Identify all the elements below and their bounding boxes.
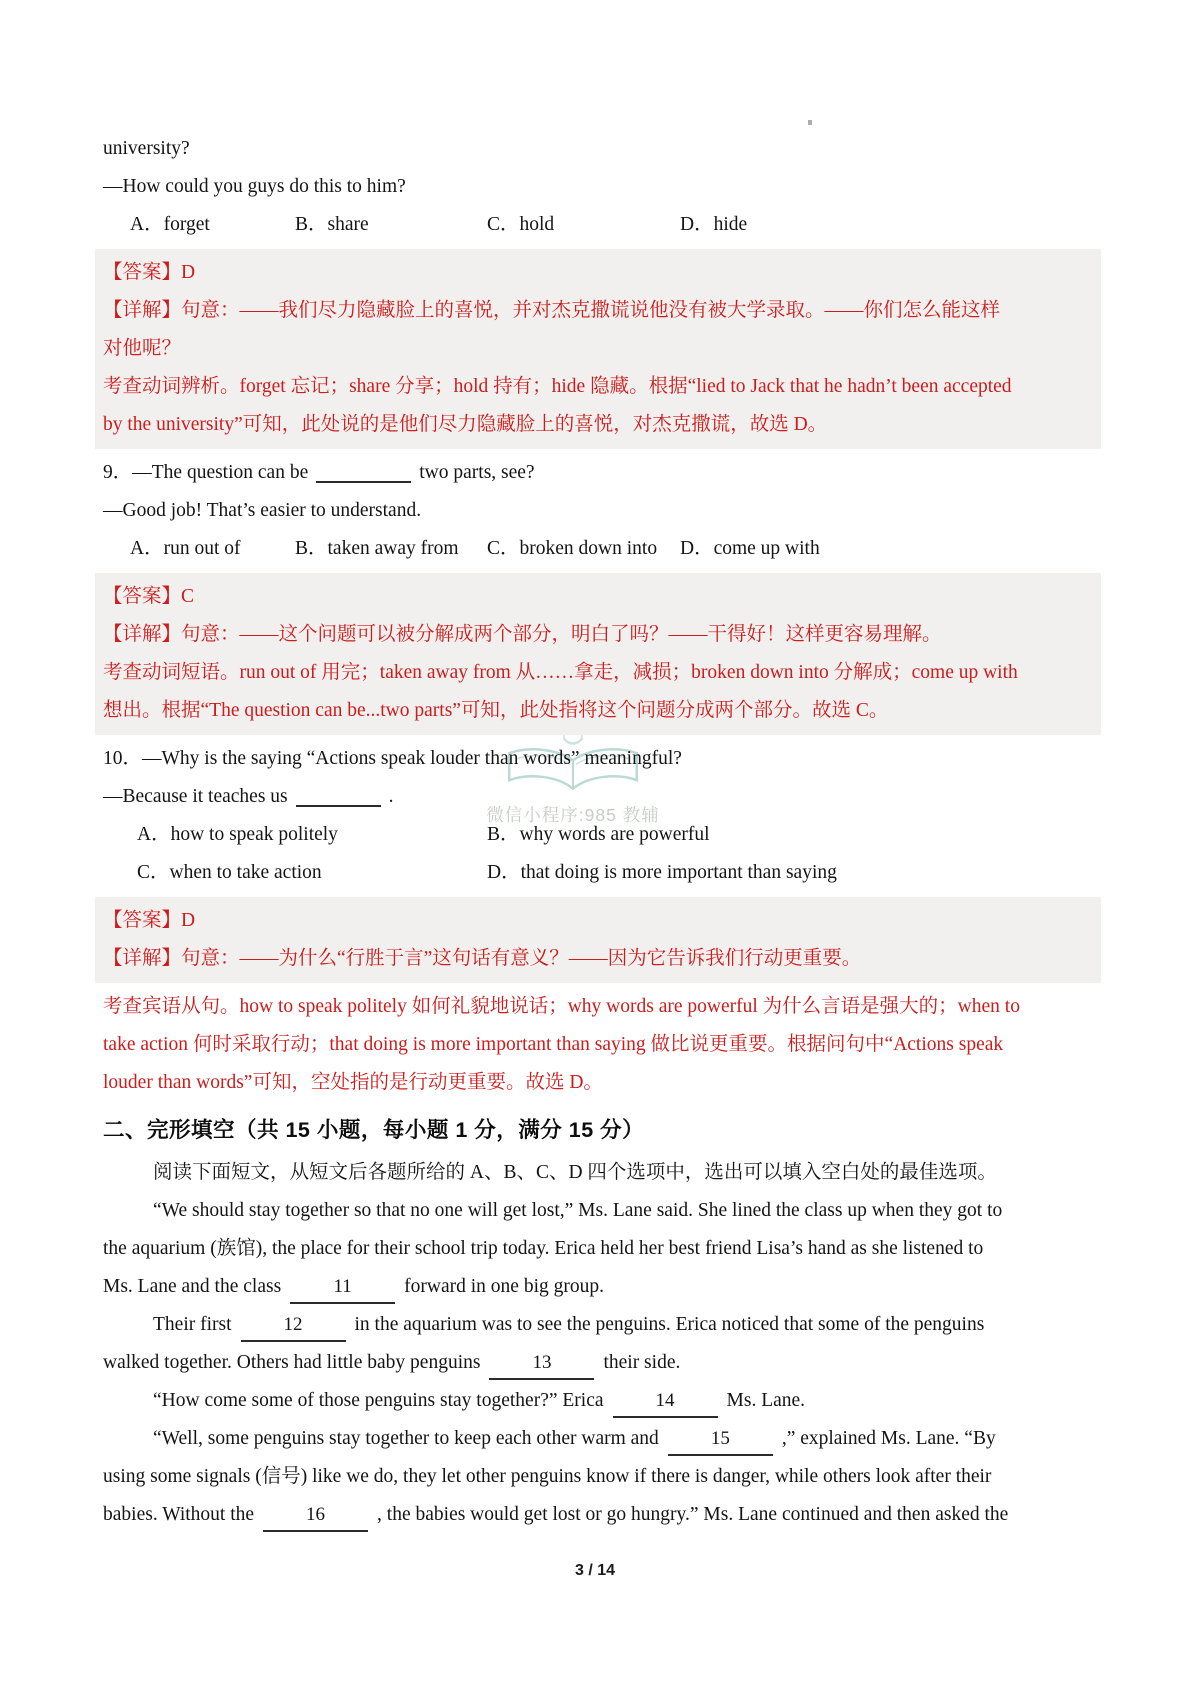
q10-explanation-line-2: 考查宾语从句。how to speak politely 如何礼貌地说话；why words are powerful 为什么言语是强大的；when to	[103, 996, 1020, 1017]
passage-line-7-pre: “Well, some penguins stay together to keep each other warm and	[153, 1428, 659, 1449]
passage-line-7	[103, 1420, 1093, 1458]
passage-line-1: “We should stay together so that no one will get lost,” Ms. Lane said. She lined the class up when they got to	[153, 1200, 1003, 1221]
q9-question-suffix: two parts, see?	[419, 462, 535, 483]
q8-explanation-line-4: by the university”可知，此处说的是他们尽力隐藏脸上的喜悦，对杰克撒谎，故选 D。	[103, 414, 828, 435]
cloze-blank-14: 14	[613, 1391, 718, 1418]
page-number: 3 / 14	[574, 1562, 616, 1579]
q10-answer-blank	[296, 801, 381, 807]
q9-explanation-line-2: 考查动词短语。run out of 用完；taken away from 从……拿走，减损；broken down into 分解成；come up with	[103, 662, 1018, 683]
q10-explanation-line-3: take action 何时采取行动；that doing is more important than saying 做比说更重要。根据问句中“Actions speak	[103, 1034, 1004, 1055]
q10-reply-prefix: —Because it teaches us	[103, 786, 288, 807]
cloze-blank-13: 13	[489, 1353, 594, 1380]
passage-line-3	[103, 1268, 1093, 1306]
q8-answer-block	[95, 249, 1101, 449]
q9-option-b: B．taken away from	[295, 538, 459, 559]
passage-line-9-post: , the babies would get lost or go hungry.” Ms. Lane continued and then asked the	[377, 1504, 1009, 1525]
q10-reply-suffix: .	[388, 786, 394, 807]
passage-line-5	[103, 1344, 1093, 1382]
section-2-heading: 二、完形填空（共 15 小题，每小题 1 分，满分 15 分）	[103, 1118, 645, 1142]
cloze-blank-15: 15	[668, 1429, 773, 1456]
q9-answer-blank	[316, 477, 411, 483]
passage-line-6	[103, 1382, 1093, 1420]
q9-answer-line: 【答案】C	[103, 586, 195, 607]
q8-explanation-line-3: 考查动词辨析。forget 忘记；share 分享；hold 持有；hide 隐藏。根据“lied to Jack that he hadn’t been accepted	[103, 376, 1012, 397]
q8-option-d: D．hide	[680, 214, 748, 235]
q9-option-a: A．run out of	[130, 538, 241, 559]
q8-option-b: B．share	[295, 214, 369, 235]
passage-line-3-post: forward in one big group.	[404, 1276, 604, 1297]
q10-explanation-line-1: 【详解】句意：——为什么“行胜于言”这句话有意义？——因为它告诉我们行动更重要。	[103, 948, 862, 969]
scan-artifact-dot	[808, 120, 812, 125]
q9-answer-block	[95, 573, 1101, 735]
q8-stem-carryover: university?	[103, 138, 190, 159]
q8-question-line: —How could you guys do this to him?	[103, 176, 406, 197]
q10-options-row-2	[103, 854, 1093, 892]
passage-line-4-post: in the aquarium was to see the penguins. Erica noticed that some of the penguins	[354, 1314, 985, 1335]
q9-option-c: C．broken down into	[487, 538, 658, 559]
passage-line-5-pre: walked together. Others had little baby penguins	[103, 1352, 481, 1373]
passage-line-2: the aquarium (族馆), the place for their school trip today. Erica held her best friend Lisa’s hand as she listened to	[103, 1238, 984, 1259]
q10-question-line: 10．—Why is the saying “Actions speak louder than words” meaningful?	[103, 748, 682, 769]
passage-line-9	[103, 1496, 1093, 1534]
q9-option-d: D．come up with	[680, 538, 820, 559]
passage-line-3-pre: Ms. Lane and the class	[103, 1276, 282, 1297]
q9-explanation-line-1: 【详解】句意：——这个问题可以被分解成两个部分，明白了吗？——干得好！这样更容易理解。	[103, 624, 942, 645]
passage-line-8: using some signals (信号) like we do, they let other penguins know if there is danger, while others look after their	[103, 1466, 992, 1487]
q10-option-c: C．when to take action	[137, 862, 322, 883]
q8-options-row	[103, 206, 1093, 244]
passage-line-4	[103, 1306, 1093, 1344]
q9-question-line	[103, 454, 1093, 492]
q9-question-prefix: 9．—The question can be	[103, 462, 309, 483]
q10-explanation-line-4: louder than words”可知，空处指的是行动更重要。故选 D。	[103, 1072, 603, 1093]
watermark-text: 微信小程序:985 教辅	[486, 805, 660, 825]
q10-answer-block	[95, 897, 1101, 983]
passage-line-4-pre: Their first	[153, 1314, 232, 1335]
q9-options-row	[103, 530, 1093, 568]
passage-line-5-post: their side.	[603, 1352, 681, 1373]
q10-options-row-1	[103, 816, 1093, 854]
cloze-blank-16: 16	[263, 1505, 368, 1532]
q10-option-b: B．why words are powerful	[487, 824, 710, 845]
cloze-instructions: 阅读下面短文，从短文后各题所给的 A、B、C、D 四个选项中，选出可以填入空白处的最佳选项。	[153, 1162, 997, 1183]
q8-explanation-line-2: 对他呢？	[103, 338, 182, 359]
q8-explanation-line-1: 【详解】句意：——我们尽力隐藏脸上的喜悦，并对杰克撒谎说他没有被大学录取。——你们怎么能这样	[103, 300, 1001, 321]
passage-line-7-post: ,” explained Ms. Lane. “By	[781, 1428, 996, 1449]
q10-answer-line: 【答案】D	[103, 910, 196, 931]
q9-explanation-line-3: 想出。根据“The question can be...two parts”可知，此处指将这个问题分成两个部分。故选 C。	[103, 700, 889, 721]
page-content	[103, 130, 1093, 1534]
cloze-blank-11: 11	[290, 1277, 395, 1304]
q8-option-a: A．forget	[130, 214, 210, 235]
q8-option-c: C．hold	[487, 214, 555, 235]
q10-option-a: A．how to speak politely	[137, 824, 338, 845]
q10-reply-line	[103, 778, 1093, 816]
q8-answer-line: 【答案】D	[103, 262, 196, 283]
q10-option-d: D．that doing is more important than saying	[487, 862, 837, 883]
passage-line-6-pre: “How come some of those penguins stay together?” Erica	[153, 1390, 604, 1411]
q9-reply-line: —Good job! That’s easier to understand.	[103, 500, 422, 521]
passage-line-6-post: Ms. Lane.	[726, 1390, 806, 1411]
cloze-blank-12: 12	[241, 1315, 346, 1342]
passage-line-9-pre: babies. Without the	[103, 1504, 255, 1525]
